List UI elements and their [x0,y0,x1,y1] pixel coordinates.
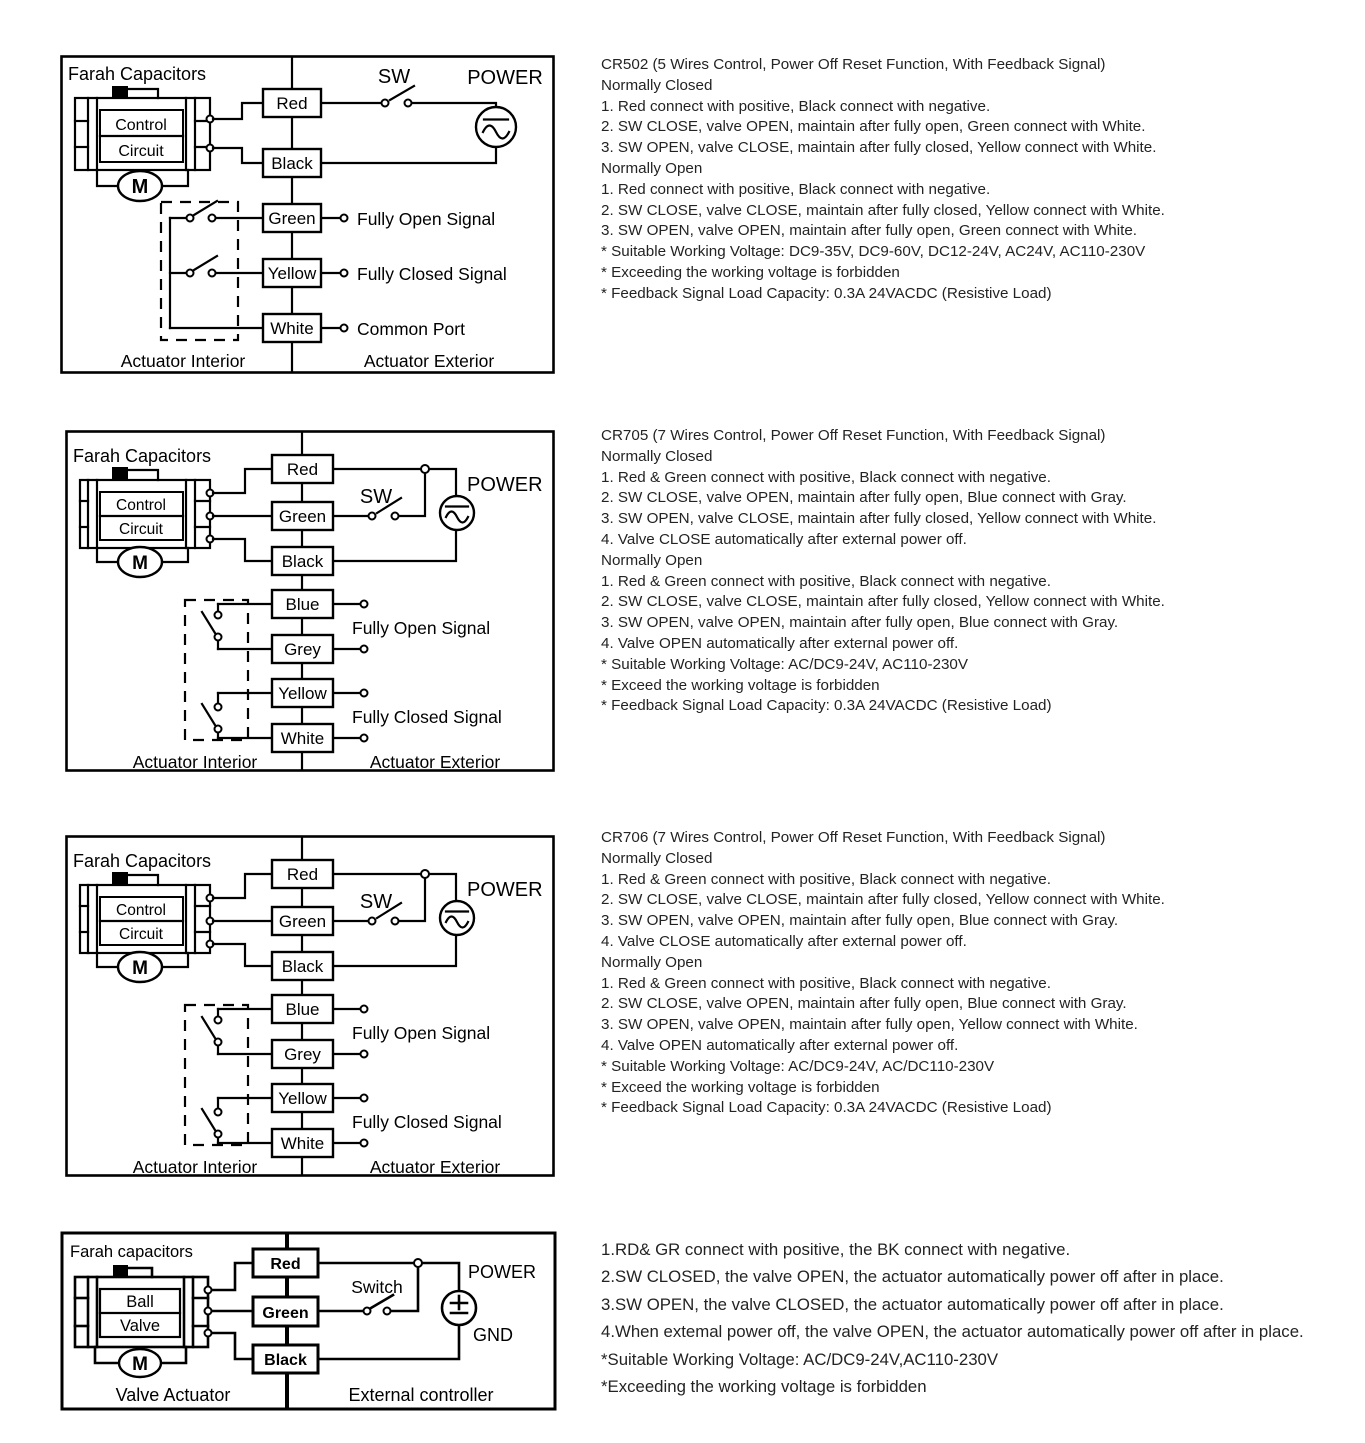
fully-open-signal-label: Fully Open Signal [352,618,491,638]
actuator-graphic [75,86,214,201]
feedback-switches [185,600,272,740]
actuator-exterior-label: Actuator Exterior [363,351,495,371]
sw-label: SW [359,486,393,508]
external-controller-label: External controller [348,1385,494,1405]
note-line: * Exceeding the working voltage is forbidden [601,263,900,281]
junction-node [421,465,429,473]
actuator-interior-label: Actuator Interior [132,1157,258,1177]
note-line: * Suitable Working Voltage: DC9-35V, DC9-60V, DC12-24V, AC24V, AC110-230V [601,243,1146,261]
switch-blade [202,704,215,725]
note-line: 3. SW OPEN, valve OPEN, maintain after fully open, Green connect with White. [601,222,1138,240]
power-label: POWER [467,879,543,901]
note-line: 2. SW CLOSE, valve OPEN, maintain after fully open, Blue connect with Gray. [601,489,1127,507]
junction-node [414,1259,422,1267]
note-line: CR706 (7 Wires Control, Power Off Reset Function, With Feedback Signal) [601,829,1106,846]
note-line: Normally Closed [601,447,713,465]
motor-label: M [132,1354,148,1375]
signal-terminals [352,1006,502,1147]
notes-cr502 [601,55,1165,305]
signal-terminals [341,209,507,339]
motor-label: M [132,553,148,574]
diagram-3wire [60,1231,557,1411]
wire-label-red: Red [270,1256,301,1273]
wire-label-green: Green [268,209,316,228]
farah-capacitors-label: Farah Capacitors [68,64,207,84]
wire-label-red: Red [286,460,319,479]
actuator-exterior-label: Actuator Exterior [369,752,501,772]
gnd-label: GND [473,1325,513,1345]
actuator-label-bottom: Valve [119,1317,161,1335]
note-line: 1. Red & Green connect with positive, Black connect with negative. [601,468,1051,486]
actuator-graphic [75,1265,212,1377]
note-line: *Exceeding the working voltage is forbidden [601,1376,927,1396]
notes-3wire [601,1236,1304,1400]
actuator-label-bottom: Circuit [119,521,163,538]
note-line: 2. SW CLOSE, valve CLOSE, maintain after fully closed, Yellow connect with White. [601,891,1165,909]
wire-boxes [253,1249,318,1373]
note-line: * Feedback Signal Load Capacity: 0.3A 24VACDC (Resistive Load) [601,697,1052,715]
actuator-interior-label: Actuator Interior [132,752,258,772]
motor-label: M [131,176,149,198]
note-line: Normally Closed [601,849,713,867]
power-source-icon [442,1262,536,1345]
sw-switch-icon [360,486,401,520]
diagram-cr502 [60,55,555,374]
power-label: POWER [467,474,543,496]
note-line: 3. SW OPEN, valve OPEN, maintain after fully open, Blue connect with Gray. [601,912,1119,930]
note-line: 2. SW CLOSE, valve OPEN, maintain after fully open, Green connect with White. [601,118,1146,136]
actuator-label-bottom: Circuit [119,926,163,943]
wire-label-blue: Blue [285,595,320,614]
wire-label-green: Green [262,1305,309,1322]
wire-label-green: Green [278,507,327,526]
note-line: *Suitable Working Voltage: AC/DC9-24V,AC110-230V [601,1349,999,1369]
wire-label-black: Black [271,154,313,173]
actuator-exterior-label: Actuator Exterior [369,1157,501,1177]
signal-terminals [352,601,502,742]
capacitor-icon [112,467,128,480]
sw-label: SW [359,891,393,913]
wire-label-black: Black [264,1352,307,1369]
note-line: * Suitable Working Voltage: AC/DC9-24V, AC/DC110-230V [601,1057,995,1075]
note-line: 1. Red connect with positive, Black connect with negative. [601,97,991,115]
farah-capacitors-label: Farah Capacitors [73,851,212,871]
note-line: 4. Valve OPEN automatically after external power off. [601,634,959,652]
sw-switch-icon [360,891,401,925]
sw-switch-icon [378,66,414,107]
actuator-graphic [80,467,214,577]
actuator-label-bottom: Circuit [118,143,164,160]
fully-open-signal-label: Fully Open Signal [357,209,496,229]
wire-label-black: Black [281,552,324,571]
note-line: 3. SW OPEN, valve CLOSE, maintain after fully closed, Yellow connect with White. [601,139,1157,157]
note-line: 4.When extemal power off, the valve OPEN, the actuator automatically power off after in place. [601,1322,1304,1342]
note-line: 3. SW OPEN, valve CLOSE, maintain after fully closed, Yellow connect with White. [601,510,1157,528]
switch-icon [351,1277,403,1315]
notes-cr705 [601,426,1165,717]
actuator-label-top: Ball [126,1293,154,1311]
fully-open-signal-label: Fully Open Signal [352,1023,491,1043]
wire-label-black: Black [281,957,324,976]
wire-label-grey: Grey [284,640,321,659]
fully-closed-signal-label: Fully Closed Signal [352,1112,502,1132]
farah-capacitors-label: Farah capacitors [70,1243,193,1261]
diagram-cr706 [65,835,555,1177]
power-source-icon [467,67,543,147]
wire-label-blue: Blue [285,1000,320,1019]
feedback-switches [161,201,263,340]
valve-actuator-label: Valve Actuator [115,1385,231,1405]
note-line: CR705 (7 Wires Control, Power Off Reset Function, With Feedback Signal) [601,427,1106,444]
diagram-cr706-svg [65,835,555,1177]
note-line: * Feedback Signal Load Capacity: 0.3A 24VACDC (Resistive Load) [601,1099,1052,1117]
note-line: 1. Red & Green connect with positive, Black connect with negative. [601,572,1051,590]
note-line: Normally Open [601,159,703,177]
note-line: Normally Open [601,953,703,971]
feedback-switches [185,1005,272,1145]
notes-cr706 [601,828,1165,1119]
wire-label-red: Red [286,865,319,884]
fully-closed-signal-label: Fully Closed Signal [357,264,507,284]
note-line: 1. Red & Green connect with positive, Black connect with negative. [601,974,1051,992]
power-label: POWER [468,1262,537,1282]
note-line: * Feedback Signal Load Capacity: 0.3A 24VACDC (Resistive Load) [601,284,1052,302]
note-line: Normally Closed [601,76,713,94]
note-line: 3. SW OPEN, valve OPEN, maintain after fully open, Blue connect with Gray. [601,614,1119,632]
switch-blade [202,1017,215,1038]
wire-label-white: White [280,729,325,748]
switch-blade [202,1109,215,1130]
note-line: 4. Valve CLOSE automatically after external power off. [601,932,967,950]
wire-label-yellow: Yellow [267,264,317,283]
note-line: Normally Open [601,551,703,569]
actuator-label-top: Control [115,117,167,134]
farah-capacitors-label: Farah Capacitors [73,446,212,466]
motor-label: M [132,958,148,979]
note-line: * Exceed the working voltage is forbidden [601,676,880,694]
note-line: * Exceed the working voltage is forbidden [601,1078,880,1096]
diagram-cr705 [65,430,555,772]
note-line: 2. SW CLOSE, valve OPEN, maintain after fully open, Blue connect with Gray. [601,995,1127,1013]
wire-label-grey: Grey [284,1045,321,1064]
wire-label-yellow: Yellow [278,1089,327,1108]
note-line: CR502 (5 Wires Control, Power Off Reset Function, With Feedback Signal) [601,56,1106,73]
actuator-label-top: Control [116,497,166,514]
note-line: 3.SW OPEN, the valve CLOSED, the actuator automatically power off after in place. [601,1294,1224,1314]
note-line: 2.SW CLOSED, the valve OPEN, the actuator automatically power off after in place. [601,1267,1224,1287]
sw-label: SW [377,66,411,88]
note-line: 4. Valve OPEN automatically after external power off. [601,1036,959,1054]
note-line: 1.RD& GR connect with positive, the BK connect with negative. [601,1240,1071,1259]
note-line: 3. SW OPEN, valve OPEN, maintain after fully open, Yellow connect with White. [601,1016,1138,1034]
actuator-label-top: Control [116,902,166,919]
power-label: POWER [467,67,543,89]
wires [212,1263,459,1359]
note-line: 1. Red & Green connect with positive, Black connect with negative. [601,870,1051,888]
actuator-interior-label: Actuator Interior [120,351,246,371]
capacitor-icon [112,872,128,885]
note-line: 2. SW CLOSE, valve CLOSE, maintain after fully closed, Yellow connect with White. [601,593,1165,611]
note-line: 2. SW CLOSE, valve CLOSE, maintain after fully closed, Yellow connect with White. [601,201,1165,219]
junction-node [421,870,429,878]
fully-closed-signal-label: Fully Closed Signal [352,707,502,727]
wire-label-red: Red [276,94,308,113]
wire-label-white: White [270,319,314,338]
note-line: 4. Valve CLOSE automatically after external power off. [601,530,967,548]
switch-label: Switch [351,1277,403,1297]
wire-label-yellow: Yellow [278,684,327,703]
common-port-label: Common Port [357,319,465,339]
note-line: 1. Red connect with positive, Black connect with negative. [601,180,991,198]
wire-label-white: White [280,1134,325,1153]
note-line: * Suitable Working Voltage: AC/DC9-24V, AC110-230V [601,655,968,673]
switch-blade [202,612,215,633]
switch-blade [194,256,217,270]
actuator-graphic [80,872,214,982]
wire-label-green: Green [278,912,327,931]
